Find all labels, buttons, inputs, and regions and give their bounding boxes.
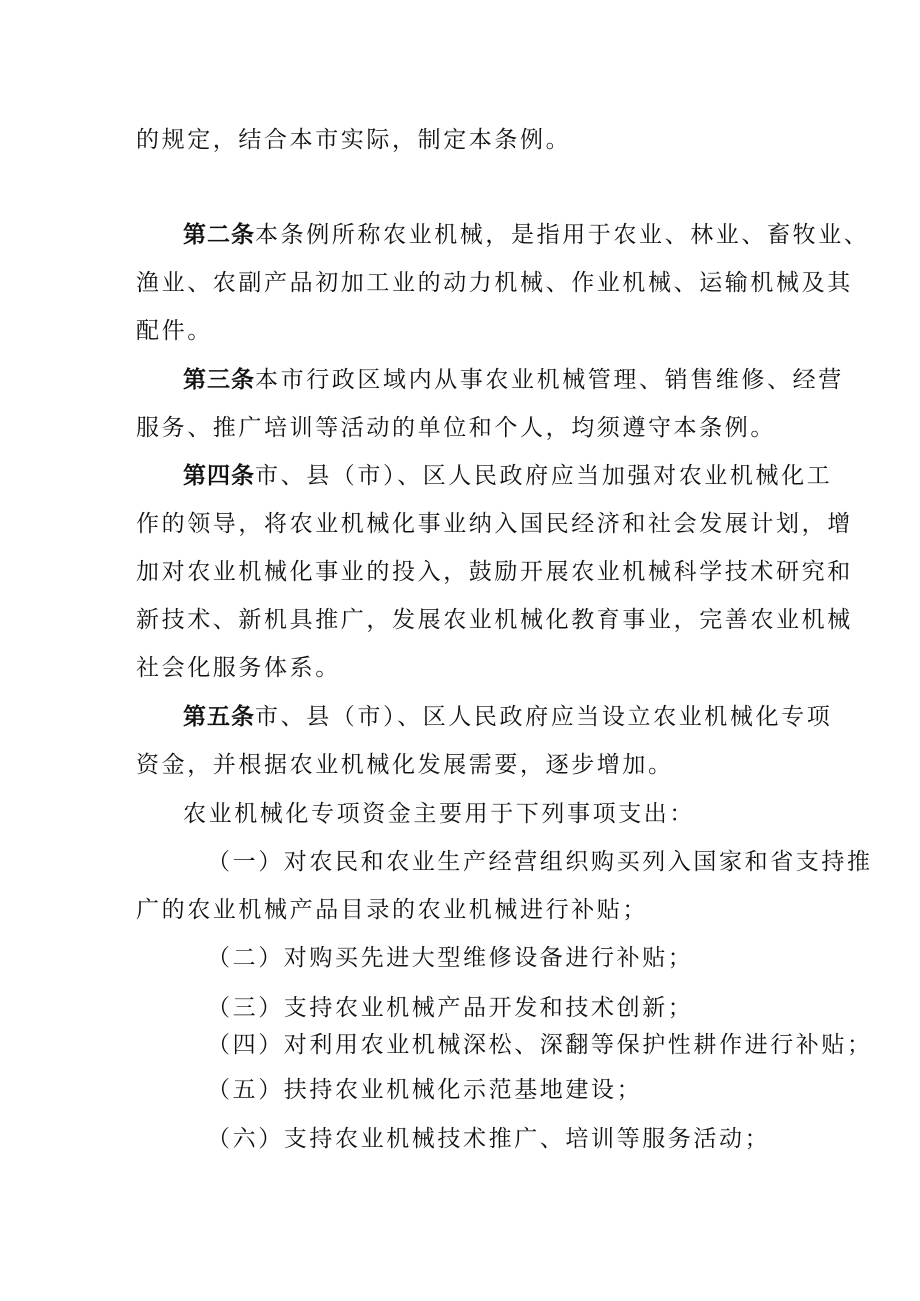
article-5-heading: 第五条: [183, 704, 255, 730]
article-3-line-2: 服务、推广培训等活动的单位和个人，均须遵守本条例。: [136, 415, 776, 441]
article-5-line-1: [183, 702, 832, 732]
fund-item-2: （二）对购买先进大型维修设备进行补贴；: [207, 945, 694, 971]
fund-item-1-line-2: 广的农业机械产品目录的农业机械进行补贴；: [136, 897, 648, 923]
fund-item-4: （四）对利用农业机械深松、深翻等保护性耕作进行补贴；: [207, 1032, 873, 1058]
article-4-line-3: 加对农业机械化事业的投入，鼓励开展农业机械科学技术研究和: [136, 559, 853, 585]
article-4-heading: 第四条: [183, 463, 255, 489]
intro-tail-line: 的规定，结合本市实际，制定本条例。: [136, 127, 572, 153]
article-4-line-5: 社会化服务体系。: [136, 655, 341, 681]
article-3-line-1: [183, 365, 844, 395]
article-2-line-2: 渔业、农副产品初加工业的动力机械、作业机械、运输机械及其: [136, 270, 853, 296]
fund-item-6: （六）支持农业机械技术推广、培训等服务活动；: [207, 1126, 771, 1152]
funds-intro-line: 农业机械化专项资金主要用于下列事项支出：: [183, 801, 695, 827]
article-2-heading: 第二条: [183, 222, 255, 248]
article-2-text-1: 本条例所称农业机械，是指用于农业、林业、畜牧业、: [255, 222, 870, 248]
article-2-line-3: 配件。: [136, 318, 213, 344]
article-4-text-1: 市、县（市）、区人民政府应当加强对农业机械化工: [255, 463, 833, 489]
fund-item-5: （五）扶持农业机械化示范基地建设；: [207, 1077, 643, 1103]
article-4-line-1: [183, 461, 832, 491]
fund-item-1-line-1: （一）对农民和农业生产经营组织购买列入国家和省支持推: [207, 849, 873, 875]
article-3-text-1: 本市行政区域内从事农业机械管理、销售维修、经营: [255, 367, 844, 393]
article-4-line-4: 新技术、新机具推广，发展农业机械化教育事业，完善农业机械: [136, 607, 853, 633]
article-5-line-2: 资金，并根据农业机械化发展需要，逐步增加。: [136, 752, 674, 778]
article-2-line-1: [183, 220, 869, 250]
article-5-text-1: 市、县（市）、区人民政府应当设立农业机械化专项: [255, 704, 833, 730]
fund-item-3: （三）支持农业机械产品开发和技术创新；: [207, 995, 694, 1021]
article-4-line-2: 作的领导，将农业机械化事业纳入国民经济和社会发展计划，增: [136, 511, 853, 537]
article-3-heading: 第三条: [183, 367, 255, 393]
